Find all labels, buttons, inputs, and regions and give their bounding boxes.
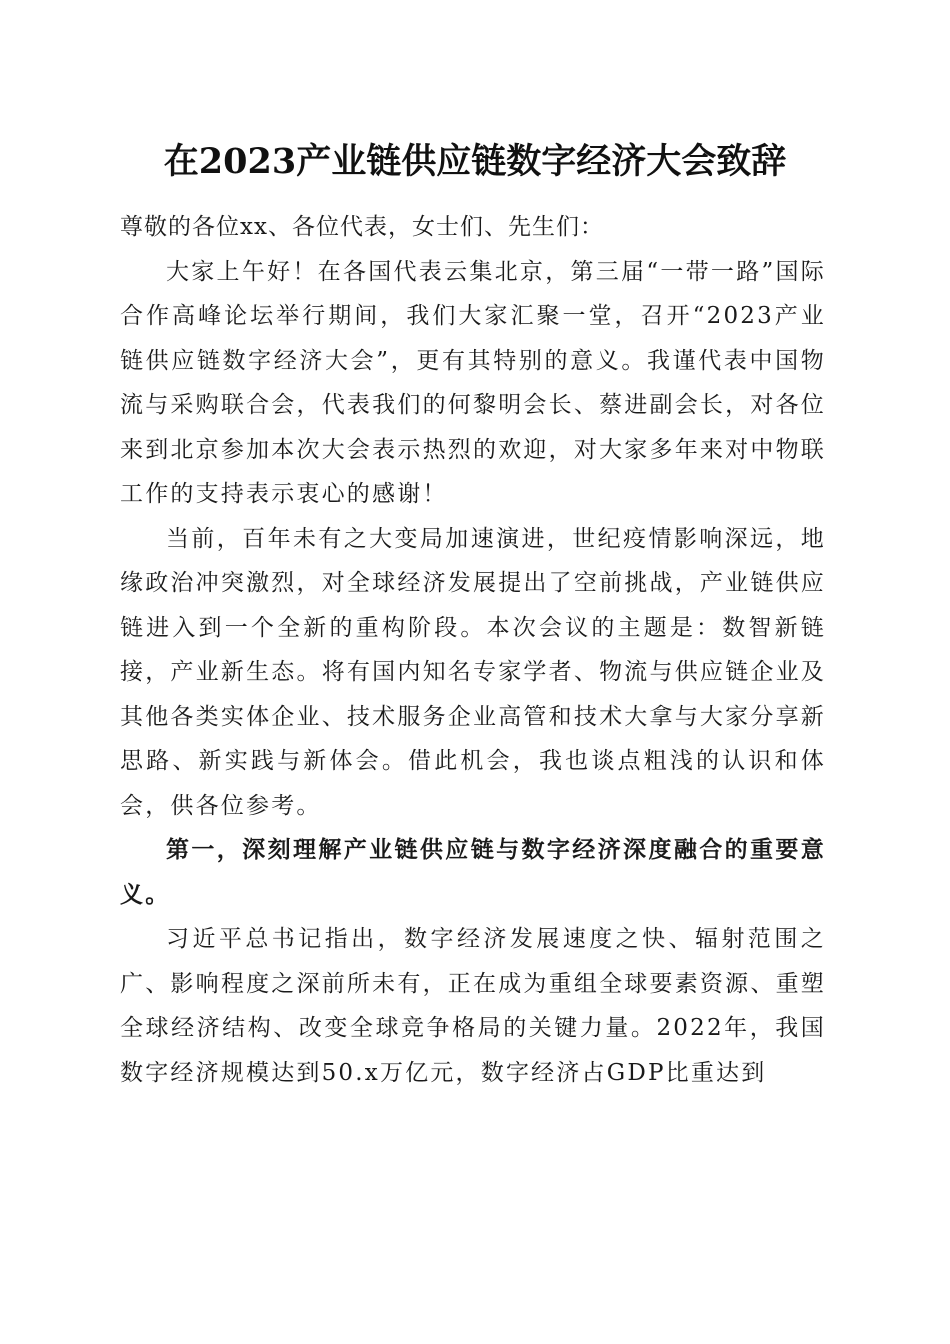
body-paragraph-2: 当前，百年未有之大变局加速演进，世纪疫情影响深远，地缘政治冲突激烈，对全球经济发展提出了空前挑战，产业链供应链进入到一个全新的重构阶段。本次会议的主题是：数智新链接，产业新生态。将有国内知名专家学者、物流与供应链企业及其他各类实体企业、技术服务企业高管和技术大拿与大家分享新思路、新实践与新体会。借此机会，我也谈点粗浅的认识和体会，供各位参考。 xyxy=(120,525,826,819)
section-paragraph-1: 习近平总书记指出，数字经济发展速度之快、辐射范围之广、影响程度之深前所未有，正在成为重组全球要素资源、重塑全球经济结构、改变全球竞争格局的关键力量。2022年，我国数字经济规模达到50.x万亿元，数字经济占GDP比重达到 xyxy=(120,926,826,1086)
document-title: 在2023产业链供应链数字经济大会致辞 xyxy=(163,141,787,182)
salutation: 尊敬的各位xx、各位代表，女士们、先生们： xyxy=(120,214,604,240)
document-body xyxy=(120,205,826,1095)
section-heading: 第一，深刻理解产业链供应链与数字经济深度融合的重要意义。 xyxy=(120,836,826,908)
body-paragraph-1: 大家上午好！在各国代表云集北京，第三届“一带一路”国际合作高峰论坛举行期间，我们大家汇聚一堂，召开“2023产业链供应链数字经济大会”，更有其特别的意义。我谨代表中国物流与采购联合会，代表我们的何黎明会长、蔡进副会长，对各位来到北京参加本次大会表示热烈的欢迎，对大家多年来对中物联工作的支持表示衷心的感谢！ xyxy=(120,258,826,507)
